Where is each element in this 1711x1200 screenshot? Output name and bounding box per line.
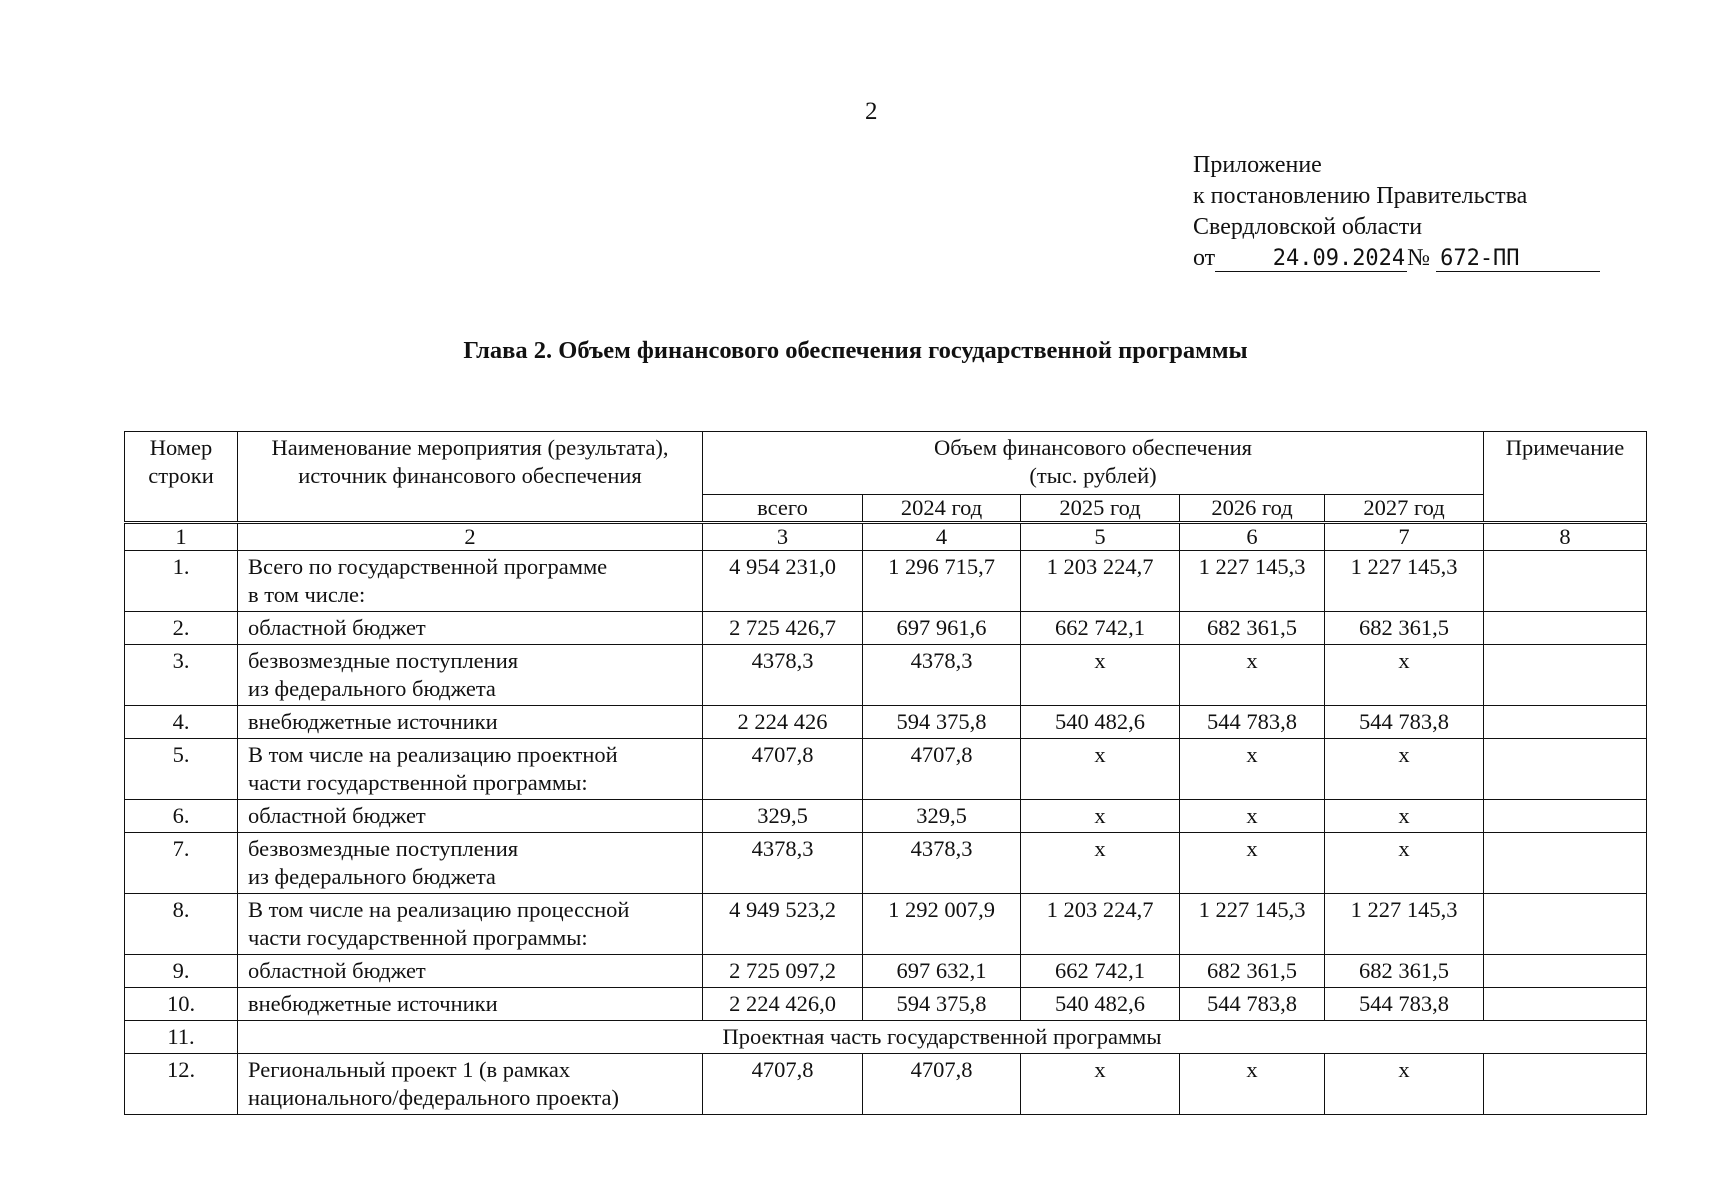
appendix-line-3: Свердловской области (1193, 214, 1423, 240)
row-number-cell: 1. (125, 551, 238, 612)
header-note: Примечание (1484, 432, 1647, 523)
year-2025-cell: х (1021, 645, 1180, 706)
total-cell: 2 224 426,0 (703, 988, 863, 1021)
decree-date: 24.09.2024 (1215, 247, 1407, 272)
column-number: 4 (863, 523, 1021, 551)
year-2026-cell: 1 227 145,3 (1180, 894, 1325, 955)
header-volume-unit: (тыс. рублей) (1029, 463, 1157, 488)
appendix-line-date (1193, 243, 1600, 274)
total-cell: 329,5 (703, 800, 863, 833)
name-cell (238, 706, 703, 739)
note-cell (1484, 645, 1647, 706)
name-line: национального/федерального проекта) (248, 1085, 620, 1110)
table-row (125, 612, 1647, 645)
year-2026-cell: 682 361,5 (1180, 612, 1325, 645)
year-2027-cell: 544 783,8 (1325, 988, 1484, 1021)
year-2026-cell: 544 783,8 (1180, 706, 1325, 739)
row-number-cell: 2. (125, 612, 238, 645)
name-line: Всего по государственной программе (248, 554, 608, 579)
name-cell (238, 612, 703, 645)
number-label: № (1407, 245, 1431, 271)
appendix-block (1193, 150, 1600, 274)
year-2024-cell: 4378,3 (863, 645, 1021, 706)
year-2024-cell: 4707,8 (863, 1054, 1021, 1115)
year-2026-cell: х (1180, 833, 1325, 894)
appendix-line-2: к постановлению Правительства (1193, 183, 1528, 209)
year-2027-cell: х (1325, 833, 1484, 894)
name-cell (238, 988, 703, 1021)
table-row (125, 551, 1647, 612)
year-2024-cell: 4707,8 (863, 739, 1021, 800)
column-number: 3 (703, 523, 863, 551)
chapter-title: Глава 2. Объем финансового обеспечения государственной программы (463, 337, 1248, 364)
year-2026-cell: 682 361,5 (1180, 955, 1325, 988)
column-number: 6 (1180, 523, 1325, 551)
header-2027: 2027 год (1325, 495, 1484, 523)
year-2025-cell: 1 203 224,7 (1021, 894, 1180, 955)
year-2027-cell: х (1325, 1054, 1484, 1115)
note-cell (1484, 612, 1647, 645)
year-2025-cell: 662 742,1 (1021, 612, 1180, 645)
table-row (125, 1054, 1647, 1115)
name-line: безвозмездные поступления (248, 836, 519, 861)
header-name: Наименование мероприятия (результата), источник финансового обеспечения (238, 432, 703, 523)
note-cell (1484, 894, 1647, 955)
name-line: внебюджетные источники (248, 709, 498, 734)
header-volume (703, 432, 1484, 495)
name-line: В том числе на реализацию процессной (248, 897, 630, 922)
row-number-cell: 7. (125, 833, 238, 894)
row-number-cell: 8. (125, 894, 238, 955)
decree-number: 672-ПП (1436, 247, 1600, 272)
year-2027-cell: 682 361,5 (1325, 955, 1484, 988)
row-number-cell: 4. (125, 706, 238, 739)
year-2027-cell: 682 361,5 (1325, 612, 1484, 645)
column-number: 2 (238, 523, 703, 551)
name-cell (238, 955, 703, 988)
year-2025-cell: х (1021, 739, 1180, 800)
name-line: из федерального бюджета (248, 864, 496, 889)
year-2024-cell: 4378,3 (863, 833, 1021, 894)
header-2026: 2026 год (1180, 495, 1325, 523)
total-cell: 4 949 523,2 (703, 894, 863, 955)
row-number-cell: 10. (125, 988, 238, 1021)
total-cell: 4707,8 (703, 739, 863, 800)
name-line: из федерального бюджета (248, 676, 496, 701)
year-2025-cell: 662 742,1 (1021, 955, 1180, 988)
header-row-number: Номер строки (125, 432, 238, 523)
year-2026-cell: х (1180, 1054, 1325, 1115)
year-2026-cell: х (1180, 645, 1325, 706)
year-2024-cell: 697 961,6 (863, 612, 1021, 645)
year-2027-cell: х (1325, 645, 1484, 706)
header-row (125, 432, 1647, 495)
year-2024-cell: 697 632,1 (863, 955, 1021, 988)
year-2025-cell: 1 203 224,7 (1021, 551, 1180, 612)
name-line: В том числе на реализацию проектной (248, 742, 618, 767)
row-number-cell: 12. (125, 1054, 238, 1115)
year-2027-cell: 1 227 145,3 (1325, 894, 1484, 955)
name-cell (238, 1054, 703, 1115)
name-line: областной бюджет (248, 803, 426, 828)
financing-table (124, 431, 1647, 1115)
name-line: внебюджетные источники (248, 991, 498, 1016)
note-cell (1484, 551, 1647, 612)
total-cell: 2 725 426,7 (703, 612, 863, 645)
note-cell (1484, 955, 1647, 988)
table-row (125, 739, 1647, 800)
year-2025-cell: 540 482,6 (1021, 988, 1180, 1021)
total-cell: 4378,3 (703, 833, 863, 894)
note-cell (1484, 706, 1647, 739)
name-cell (238, 833, 703, 894)
note-cell (1484, 800, 1647, 833)
row-number-cell: 3. (125, 645, 238, 706)
year-2024-cell: 594 375,8 (863, 988, 1021, 1021)
table-row (125, 894, 1647, 955)
section-title-cell: Проектная часть государственной программы (238, 1021, 1647, 1054)
table-row (125, 988, 1647, 1021)
appendix-line-1: Приложение (1193, 152, 1322, 178)
row-number-cell: 6. (125, 800, 238, 833)
name-line: Региональный проект 1 (в рамках (248, 1057, 571, 1082)
table-row (125, 833, 1647, 894)
column-number-row (125, 523, 1647, 551)
table-row (125, 1021, 1647, 1054)
row-number-cell: 5. (125, 739, 238, 800)
total-cell: 4378,3 (703, 645, 863, 706)
note-cell (1484, 833, 1647, 894)
name-line: областной бюджет (248, 958, 426, 983)
year-2026-cell: х (1180, 739, 1325, 800)
name-line: областной бюджет (248, 615, 426, 640)
year-2026-cell: 544 783,8 (1180, 988, 1325, 1021)
year-2025-cell: х (1021, 833, 1180, 894)
from-label: от (1193, 245, 1216, 271)
year-2027-cell: 1 227 145,3 (1325, 551, 1484, 612)
header-volume-title: Объем финансового обеспечения (934, 435, 1252, 460)
row-number-cell: 9. (125, 955, 238, 988)
note-cell (1484, 739, 1647, 800)
year-2027-cell: 544 783,8 (1325, 706, 1484, 739)
column-number: 5 (1021, 523, 1180, 551)
table-row (125, 955, 1647, 988)
table-row (125, 706, 1647, 739)
column-number: 8 (1484, 523, 1647, 551)
note-cell (1484, 988, 1647, 1021)
table-row (125, 645, 1647, 706)
name-cell (238, 800, 703, 833)
name-line: части государственной программы: (248, 770, 588, 795)
year-2025-cell: х (1021, 800, 1180, 833)
name-cell (238, 645, 703, 706)
note-cell (1484, 1054, 1647, 1115)
year-2026-cell: х (1180, 800, 1325, 833)
column-number: 7 (1325, 523, 1484, 551)
name-line: части государственной программы: (248, 925, 588, 950)
total-cell: 2 725 097,2 (703, 955, 863, 988)
year-2025-cell: х (1021, 1054, 1180, 1115)
year-2025-cell: 540 482,6 (1021, 706, 1180, 739)
total-cell: 2 224 426 (703, 706, 863, 739)
year-2024-cell: 1 292 007,9 (863, 894, 1021, 955)
total-cell: 4707,8 (703, 1054, 863, 1115)
year-2027-cell: х (1325, 800, 1484, 833)
year-2024-cell: 329,5 (863, 800, 1021, 833)
row-number-cell: 11. (125, 1021, 238, 1054)
year-2027-cell: х (1325, 739, 1484, 800)
name-cell (238, 739, 703, 800)
year-2026-cell: 1 227 145,3 (1180, 551, 1325, 612)
header-2025: 2025 год (1021, 495, 1180, 523)
name-cell (238, 551, 703, 612)
name-cell (238, 894, 703, 955)
year-2024-cell: 1 296 715,7 (863, 551, 1021, 612)
name-line: в том числе: (248, 582, 366, 607)
page-number: 2 (865, 98, 878, 125)
column-number: 1 (125, 523, 238, 551)
total-cell: 4 954 231,0 (703, 551, 863, 612)
table-row (125, 800, 1647, 833)
name-line: безвозмездные поступления (248, 648, 519, 673)
year-2024-cell: 594 375,8 (863, 706, 1021, 739)
header-2024: 2024 год (863, 495, 1021, 523)
header-total: всего (703, 495, 863, 523)
